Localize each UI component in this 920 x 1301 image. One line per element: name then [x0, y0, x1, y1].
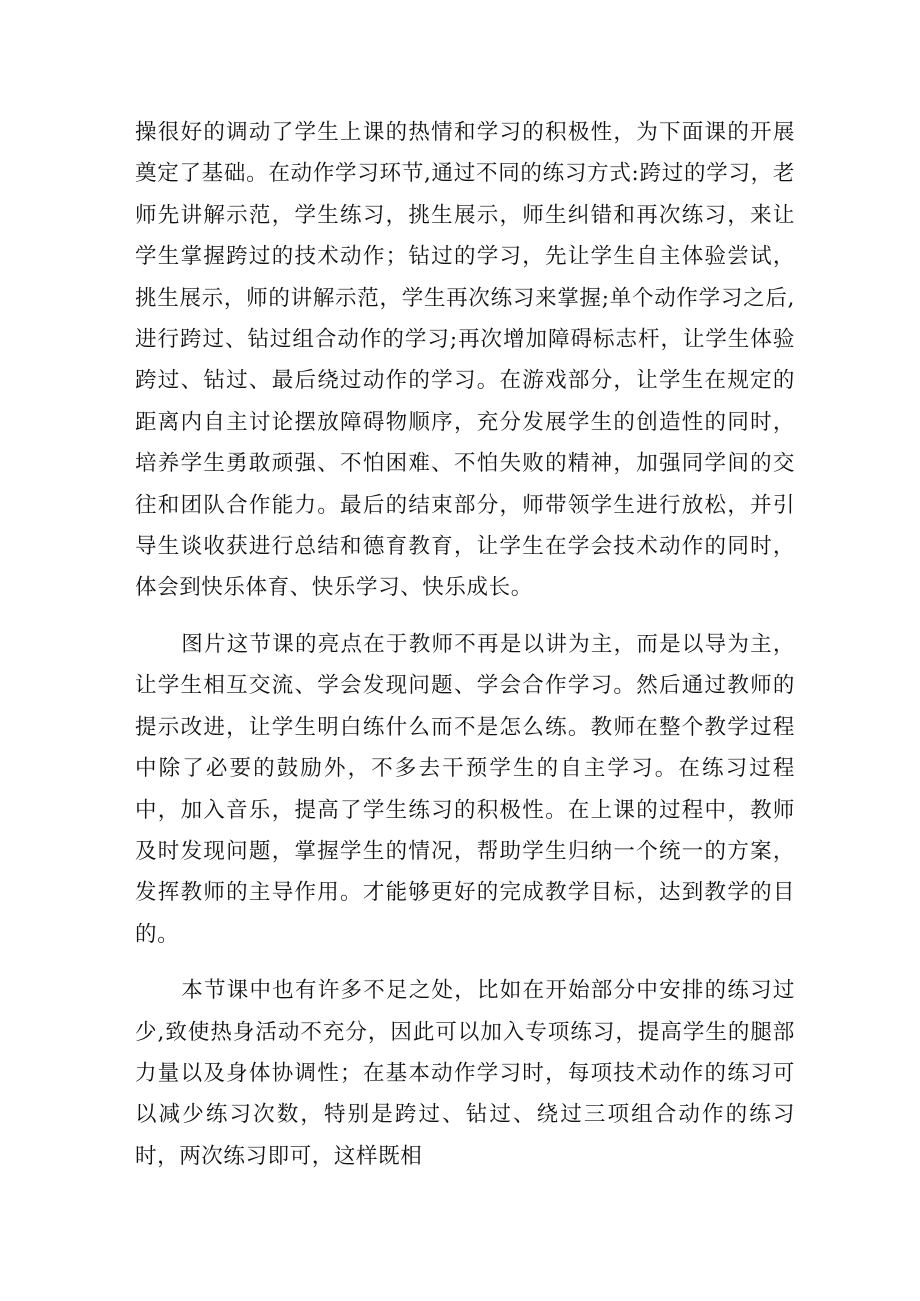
paragraph-2: 图片这节课的亮点在于教师不再是以讲为主，而是以导为主，让学生相互交流、学会发现问题、学会合作学习。然后通过教师的提示改进，让学生明白练什么而不是怎么练。教师在整个教学过程中除了必要的鼓励外，不多去干预学生的自主学习。在练习过程中，加入音乐，提高了学生练习的积极性。在上课的过程中，教师及时发现问题，掌握学生的情况，帮助学生归纳一个统一的方案，发挥教师的主导作用。才能够更好的完成教学目标，达到教学的目的。 [135, 631, 795, 947]
document-page [135, 112, 795, 1177]
paragraph-1: 操很好的调动了学生上课的热情和学习的积极性，为下面课的开展奠定了基础。在动作学习环节,通过不同的练习方式:跨过的学习，老师先讲解示范，学生练习，挑生展示，师生纠错和再次练习，来让学生掌握跨过的技术动作；钻过的学习，先让学生自主体验尝试，挑生展示，师的讲解示范，学生再次练习来掌握;单个动作学习之后,进行跨过、钻过组合动作的学习;再次增加障碍标志杆，让学生体验跨过、钻过、最后绕过动作的学习。在游戏部分，让学生在规定的距离内自主讨论摆放障碍物顺序，充分发展学生的创造性的同时，培养学生勇敢顽强、不怕困难、不怕失败的精神，加强同学间的交往和团队合作能力。最后的结束部分，师带领学生进行放松，并引导生谈收获进行总结和德育教育，让学生在学会技术动作的同时，体会到快乐体育、快乐学习、快乐成长。 [135, 120, 795, 601]
paragraph-3: 本节课中也有许多不足之处，比如在开始部分中安排的练习过少,致使热身活动不充分，因此可以加入专项练习，提高学生的腿部力量以及身体协调性；在基本动作学习时，每项技术动作的练习可以减少练习次数，特别是跨过、钻过、绕过三项组合动作的练习时，两次练习即可，这样既相 [135, 978, 795, 1169]
